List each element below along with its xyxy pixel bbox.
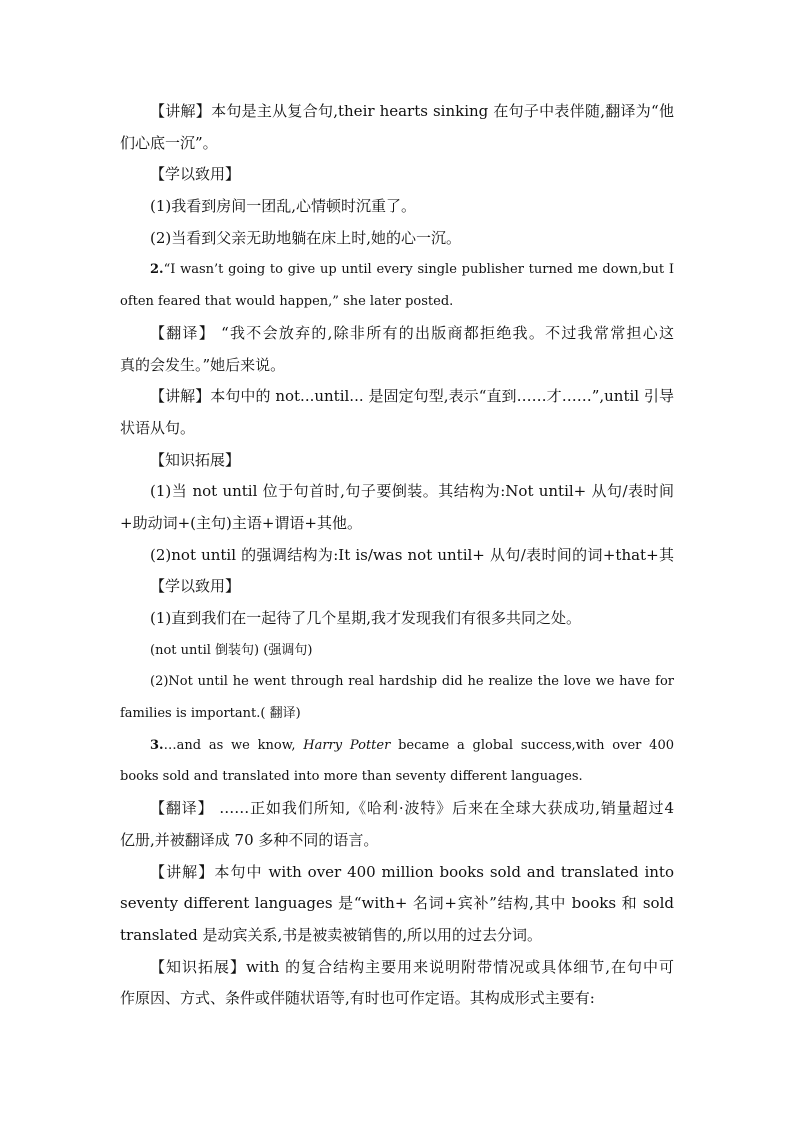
paragraph-line: [120, 825, 674, 857]
line-text: books sold and translated into more than seventy different languages.: [120, 769, 583, 785]
line-text: often feared that would happen,” she later posted.: [120, 294, 454, 310]
line-text: 【讲解】本句中的 not...until... 是固定句型,表示“直到……才……”,until 引导: [150, 387, 674, 406]
paragraph-line: [120, 223, 674, 255]
paragraph-line: [120, 508, 674, 540]
line-text: +助动词+(主句)主语+谓语+其他。: [120, 513, 362, 532]
paragraph-line: [120, 857, 674, 889]
section-heading: [120, 571, 674, 603]
paragraph-line: [120, 413, 674, 445]
section-heading: [120, 445, 674, 477]
paragraph-line: [120, 96, 674, 128]
paragraph-line: [120, 983, 674, 1015]
paragraph-line: [120, 191, 674, 223]
section-heading: [120, 159, 674, 191]
line-text: 们心底一沉”。: [120, 133, 218, 152]
item-number: 3.: [150, 737, 164, 753]
line-text: (1)我看到房间一团乱,心情顿时沉重了。: [150, 197, 417, 216]
paragraph-line: [120, 666, 674, 698]
line-text: 作原因、方式、条件或伴随状语等,有时也可作定语。其构成形式主要有:: [120, 989, 595, 1008]
line-text: 真的会发生。”她后来说。: [120, 355, 286, 374]
line-text: 【翻译】 “我不会放弃的,除非所有的出版商都拒绝我。不过我常常担心这: [150, 323, 674, 342]
paragraph-line: [120, 698, 674, 730]
line-text: 【翻译】 ……正如我们所知,《哈利·波特》后来在全球大获成功,销量超过4: [150, 799, 674, 818]
paragraph-line: [120, 476, 674, 508]
item-number: 2.: [150, 262, 164, 278]
line-text: 【讲解】本句中 with over 400 million books sold and translated into: [150, 862, 674, 881]
document-body: [120, 96, 674, 1015]
line-text: 亿册,并被翻译成 70 多种不同的语言。: [120, 830, 379, 849]
paragraph-line: [120, 920, 674, 952]
paragraph-line: [120, 603, 674, 635]
line-text: (2)当看到父亲无助地躺在床上时,她的心一沉。: [150, 228, 462, 247]
line-text: translated 是动宾关系,书是被卖被销售的,所以用的过去分词。: [120, 925, 543, 944]
line-text: (2)not until 的强调结构为:It is/was not until+ 从句/表时间的词+that+其: [150, 545, 674, 564]
paragraph-line: [120, 635, 674, 667]
paragraph-line: [120, 540, 674, 572]
line-text: 【知识拓展】: [150, 450, 241, 469]
line-text: 【学以致用】: [150, 577, 241, 596]
book-title: Harry Potter: [303, 737, 391, 753]
paragraph-line: [120, 128, 674, 160]
paragraph-line: [120, 350, 674, 382]
line-text: …and as we know, Harry Potter became a global success,with over 400: [163, 737, 674, 753]
paragraph-line: [120, 793, 674, 825]
line-text: 【知识拓展】with 的复合结构主要用来说明附带情况或具体细节,在句中可: [150, 957, 674, 976]
line-text: families is important.( 翻译): [120, 706, 301, 722]
line-text: (1)直到我们在一起待了几个星期,我才发现我们有很多共同之处。: [150, 609, 582, 627]
example-sentence-2: [120, 254, 674, 286]
paragraph-line: [120, 761, 674, 793]
line-text: seventy different languages 是“with+ 名词+宾补”结构,其中 books 和 sold: [120, 894, 674, 913]
paragraph-line: [120, 888, 674, 920]
example-sentence-3: [120, 730, 674, 762]
line-text: “I wasn’t going to give up until every single publisher turned me down,but I: [163, 262, 674, 278]
line-text: 【讲解】本句是主从复合句,their hearts sinking 在句子中表伴随,翻译为“他: [150, 102, 674, 120]
line-text: (1)当 not until 位于句首时,句子要倒装。其结构为:Not until+ 从句/表时间: [150, 482, 674, 501]
line-text: 状语从句。: [120, 418, 196, 437]
paragraph-line: [120, 318, 674, 350]
line-text: (not until 倒装句) (强调句): [150, 642, 313, 658]
line-text: (2)Not until he went through real hardship did he realize the love we have for: [150, 674, 674, 690]
line-text: 【学以致用】: [150, 165, 241, 184]
paragraph-line: [120, 381, 674, 413]
paragraph-line: [120, 286, 674, 318]
paragraph-line: [120, 952, 674, 984]
